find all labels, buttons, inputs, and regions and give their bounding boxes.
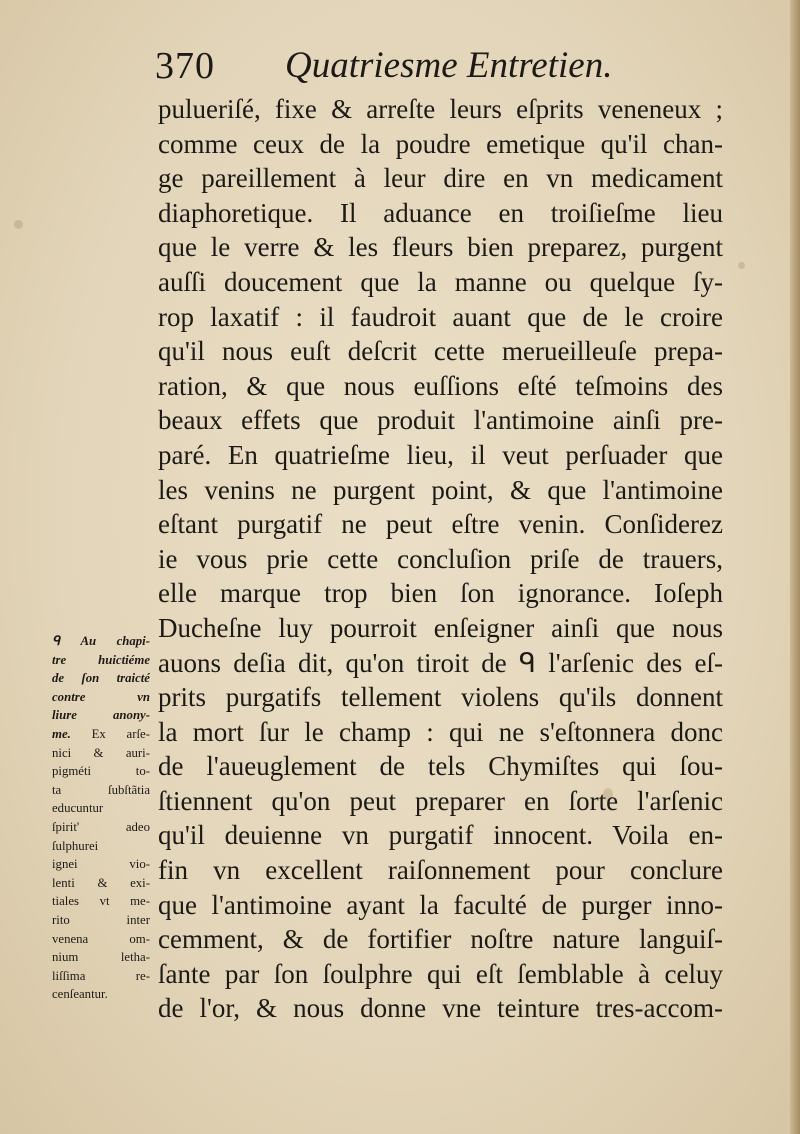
- text-line: qu'il nous euſt deſcrit cette merueilleuſe prepa-: [158, 336, 723, 367]
- margin-note-italic-part: me.: [52, 726, 71, 741]
- margin-note-line: lenti & exi-: [52, 875, 150, 890]
- margin-note-line: de ſon traicté: [52, 671, 150, 686]
- text-line: rop laxatif : il faudroit auant que de le croire: [158, 301, 723, 332]
- page-number: 370: [155, 45, 215, 87]
- paper-stain: [738, 262, 745, 269]
- text-line: cemment, & de fortifier noſtre nature languiſ-: [158, 924, 723, 955]
- text-line: pulueriſé, fixe & arreſte leurs eſprits veneneux ;: [158, 94, 723, 124]
- margin-note-line: nium letha-: [52, 950, 150, 965]
- text-line: ſtiennent qu'on peut preparer en ſorte l'arſenic: [158, 785, 723, 816]
- margin-note-roman-part: Ex arſe-: [91, 726, 150, 741]
- margin-note-line: educuntur: [52, 801, 104, 816]
- text-line: ge pareillement à leur dire en vn medicament: [158, 163, 723, 194]
- text-line: beaux effets que produit l'antimoine ainſi pre-: [158, 405, 723, 436]
- margin-note-line: nici & auri-: [52, 745, 150, 760]
- margin-note-line: cenſeantur.: [52, 987, 108, 1002]
- page-edge: [790, 0, 800, 1134]
- margin-note-line: [52, 725, 150, 744]
- margin-note-line: contre vn: [52, 689, 150, 704]
- margin-note-line: ta ſubſtãtia: [52, 782, 150, 797]
- page-header: [155, 40, 675, 90]
- margin-note-line: pigméti to-: [52, 764, 150, 779]
- text-line: ie vous prie cette concluſion priſe de trauers,: [158, 543, 723, 574]
- margin-note-line: tiales vt me-: [52, 894, 150, 909]
- margin-note-line: liure anony-: [52, 708, 150, 723]
- margin-note-line: liſſima re-: [52, 968, 150, 983]
- margin-note-line: ſpirit' adeo: [52, 819, 150, 834]
- text-line: qu'il deuienne vn purgatif innocent. Voila en-: [158, 820, 723, 851]
- text-line: eſtant purgatif ne peut eſtre venin. Conſiderez: [158, 509, 723, 540]
- text-line: auons deſia dit, qu'on tiroit de ᑫ l'arſenic des eſ-: [158, 647, 723, 678]
- text-line: prits purgatifs tellement violens qu'ils donnent: [158, 682, 723, 713]
- text-line: ration, & que nous euſſions eſté teſmoins des: [158, 370, 723, 401]
- text-line: Ducheſne luy pourroit enſeigner ainſi que nous: [158, 612, 723, 643]
- text-line: diaphoretique. Il aduance en troiſieſme lieu: [158, 197, 723, 228]
- text-line: les venins ne purgent point, & que l'antimoine: [158, 474, 723, 505]
- text-line: fin vn excellent raiſonnement pour conclure: [158, 855, 723, 886]
- text-line: auſſi doucement que la manne ou quelque ſy-: [158, 266, 723, 297]
- margin-note-line: rito inter: [52, 912, 150, 927]
- margin-note: [52, 632, 150, 1004]
- margin-note-line: ᑫ Au chapi-: [52, 634, 150, 648]
- text-line: la mort ſur le champ : qui ne s'eſtonnera donc: [158, 716, 723, 747]
- paper-stain: [14, 220, 23, 229]
- text-line: de l'or, & nous donne vne teinture tres-accom-: [158, 993, 723, 1024]
- margin-note-line: ſulphurei: [52, 838, 99, 853]
- text-line: que le verre & les fleurs bien preparez, purgent: [158, 232, 723, 263]
- margin-note-line: venena om-: [52, 931, 150, 946]
- margin-note-line: tre huictiéme: [52, 652, 150, 667]
- text-line: comme ceux de la poudre emetique qu'il chan-: [158, 128, 723, 159]
- text-line: que l'antimoine ayant la faculté de purger inno-: [158, 889, 723, 920]
- margin-note-line: ignei vio-: [52, 857, 150, 872]
- text-line: elle marque trop bien ſon ignorance. Ioſeph: [158, 578, 723, 609]
- text-line: ſante par ſon ſoulphre qui eſt ſemblable à celuy: [158, 958, 723, 989]
- body-text: [158, 92, 723, 1026]
- text-line: de l'aueuglement de tels Chymiſtes qui ſou-: [158, 751, 723, 782]
- text-line: paré. En quatrieſme lieu, il veut perſuader que: [158, 439, 723, 470]
- running-head: Quatriesme Entretien.: [285, 45, 613, 86]
